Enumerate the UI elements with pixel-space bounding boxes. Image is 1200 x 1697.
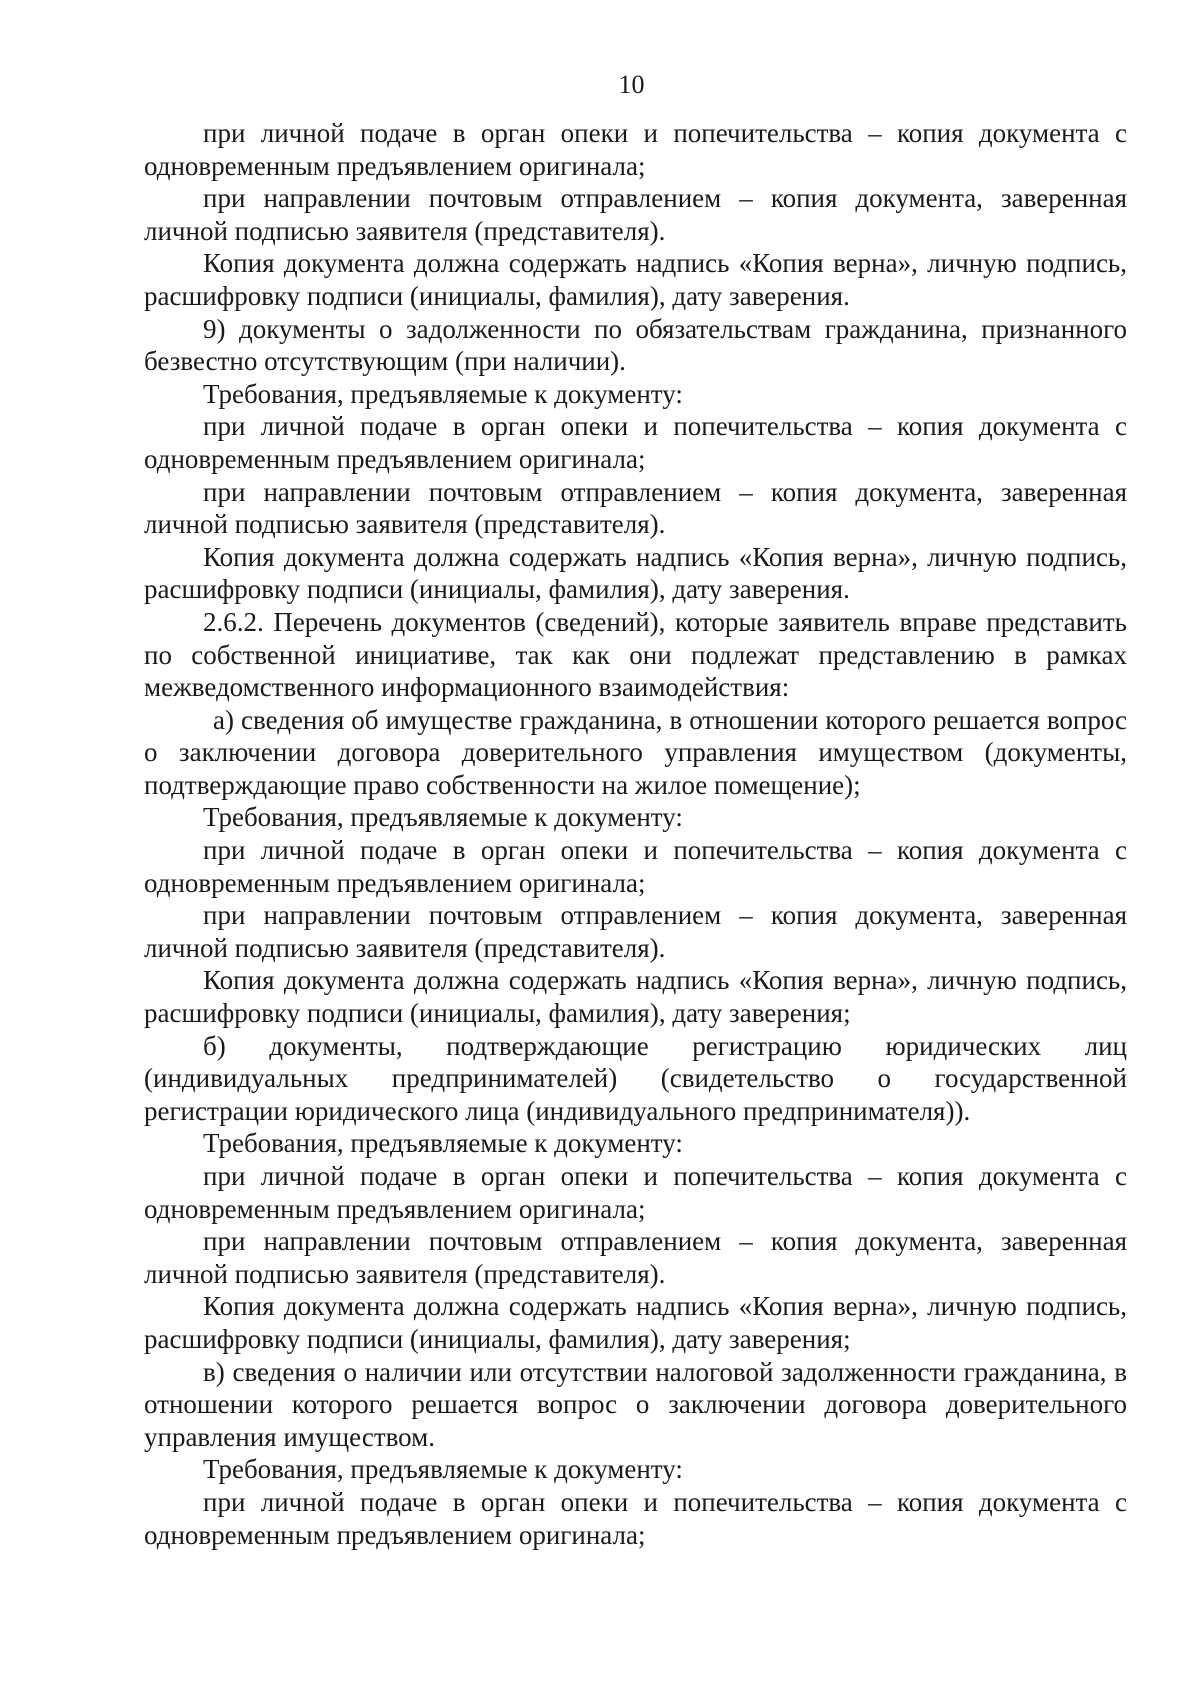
- list-item-paragraph: а) сведения об имуществе гражданина, в отношении которого решается вопрос о заключении договора доверительного управления имуществом (документы, подтверждающие право собственности на жилое помещение);: [144, 704, 1127, 800]
- paragraph: Копия документа должна содержать надпись «Копия верна», личную подпись, расшифровку подписи (инициалы, фамилия), дату заверения;: [144, 965, 1127, 1029]
- list-item-paragraph: 9) документы о задолженности по обязательствам гражданина, признанного безвестно отсутствующим (при наличии).: [144, 313, 1127, 377]
- paragraph: Копия документа должна содержать надпись «Копия верна», личную подпись, расшифровку подписи (инициалы, фамилия), дату заверения;: [144, 1291, 1127, 1354]
- paragraph: при направлении почтовым отправлением – копия документа, заверенная личной подписью заявителя (представителя).: [144, 1226, 1127, 1289]
- document-body: [144, 117, 1127, 1551]
- section-paragraph: 2.6.2. Перечень документов (сведений), которые заявитель вправе представить по собственной инициативе, так как они подлежат представлению в рамках межведомственного информационного взаимодействия:: [144, 606, 1127, 703]
- paragraph: при личной подаче в орган опеки и попечительства – копия документа с одновременным предъявлением оригинала;: [144, 1486, 1127, 1550]
- paragraph: при личной подаче в орган опеки и попечительства – копия документа с одновременным предъявлением оригинала;: [144, 411, 1127, 474]
- list-item-paragraph: в) сведения о наличии или отсутствии налоговой задолженности гражданина, в отношении которого решается вопрос о заключении договора доверительного управления имуществом.: [144, 1356, 1127, 1452]
- paragraph: при направлении почтовым отправлением – копия документа, заверенная личной подписью заявителя (представителя).: [144, 900, 1127, 963]
- paragraph: при личной подаче в орган опеки и попечительства – копия документа с одновременным предъявлением оригинала;: [144, 118, 1127, 181]
- paragraph: при направлении почтовым отправлением – копия документа, заверенная личной подписью заявителя (представителя).: [144, 476, 1127, 540]
- paragraph: при личной подаче в орган опеки и попечительства – копия документа с одновременным предъявлением оригинала;: [144, 835, 1127, 898]
- requirements-heading: Требования, предъявляемые к документу:: [203, 378, 683, 409]
- paragraph: при направлении почтовым отправлением – копия документа, заверенная личной подписью заявителя (представителя).: [144, 183, 1127, 246]
- requirements-heading: Требования, предъявляемые к документу:: [203, 1128, 683, 1159]
- requirements-heading: Требования, предъявляемые к документу:: [203, 802, 683, 833]
- paragraph: при личной подаче в орган опеки и попечительства – копия документа с одновременным предъявлением оригинала;: [144, 1161, 1127, 1224]
- page-number: 10: [618, 70, 645, 99]
- list-item-paragraph: б) документы, подтверждающие регистрацию юридических лиц (индивидуальных предпринимателей) (свидетельство о государственной регистрации юридического лица (индивидуального предпринимателя)).: [144, 1030, 1127, 1126]
- paragraph: Копия документа должна содержать надпись «Копия верна», личную подпись, расшифровку подписи (инициалы, фамилия), дату заверения.: [144, 541, 1127, 605]
- requirements-heading: Требования, предъявляемые к документу:: [203, 1454, 683, 1485]
- paragraph: Копия документа должна содержать надпись «Копия верна», личную подпись, расшифровку подписи (инициалы, фамилия), дату заверения.: [144, 248, 1127, 311]
